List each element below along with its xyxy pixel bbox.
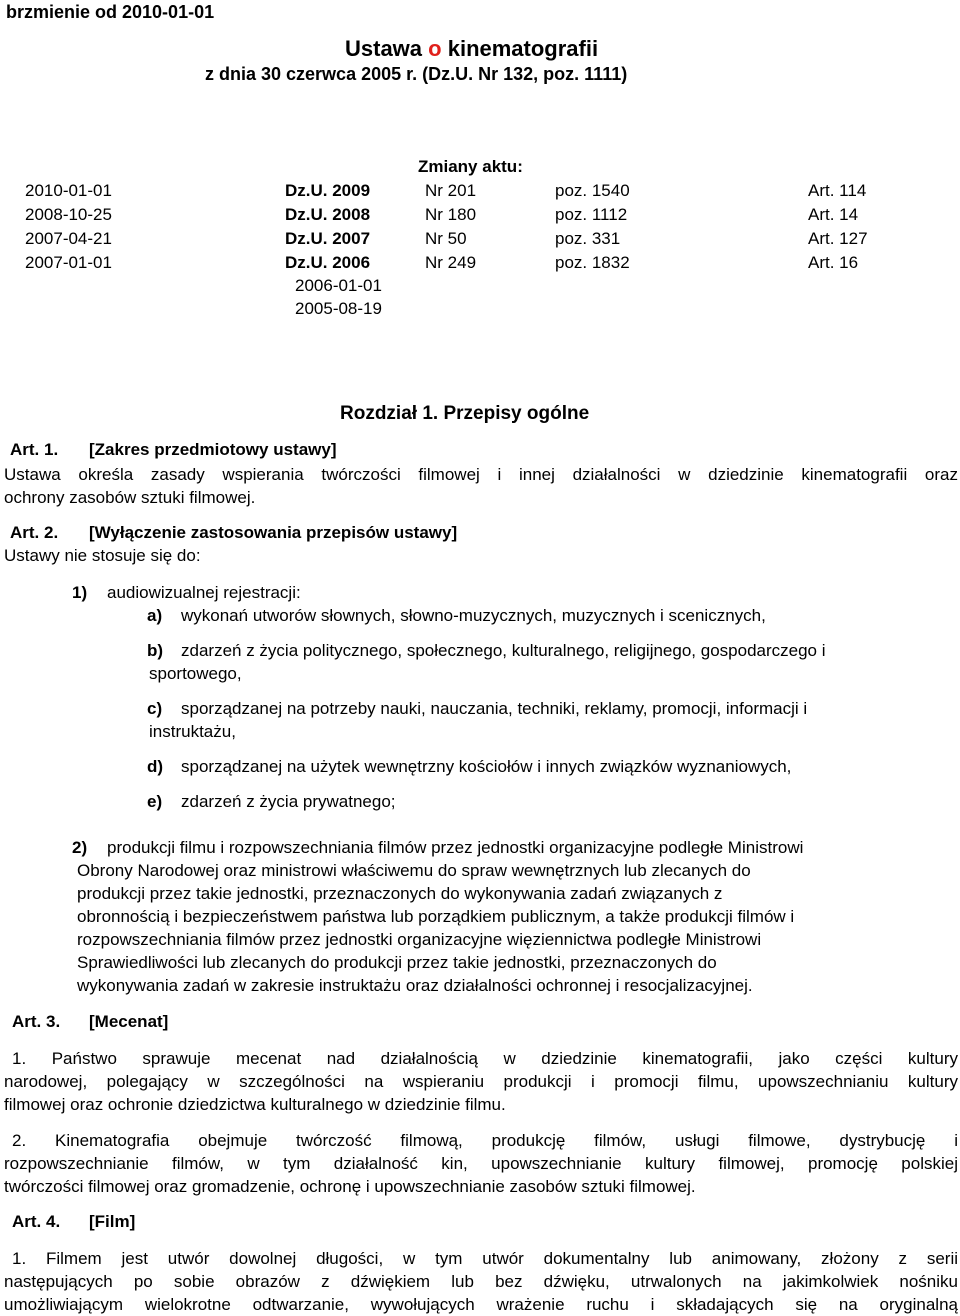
amendment-dzu: Dz.U. 2009 [285, 181, 371, 200]
amendment-poz: poz. 1112 [555, 205, 628, 224]
article-text-line: rozpowszechnianie filmów, w tym działalność kin, upowszechnianie kultury filmowej, promocję polskiej [4, 1154, 958, 1173]
article-text-line: twórczości filmowej oraz gromadzenie, ochronę i upowszechnianie zasobów sztuki filmowej. [4, 1177, 696, 1196]
article-number: Art. 1. [10, 440, 59, 459]
point-text: Sprawiedliwości lub zlecanych do produkcji przez takie jednostki, przeznaczonych do [77, 953, 717, 972]
point-label: 2) [72, 838, 88, 857]
amendment-dzu: Dz.U. 2008 [285, 205, 371, 224]
article-text-line: ochrony zasobów sztuki filmowej. [4, 488, 256, 507]
article-text-line: filmowej oraz ochronie dziedzictwa kulturalnego w dziedzinie filmu. [4, 1095, 506, 1114]
article-number: Art. 2. [10, 523, 59, 542]
status-line: brzmienie od 2010-01-01 [6, 2, 215, 22]
amendment-poz: poz. 1540 [555, 181, 630, 200]
subpoint-text: sporządzanej na potrzeby nauki, nauczania, techniki, reklamy, promocji, informacji i [181, 699, 808, 718]
point-label: 1) [72, 583, 88, 602]
point-text: wykonywania zadań w zakresie instruktażu oraz działalności ochronnej i resocjalizacyjnej. [77, 976, 753, 995]
article-heading: [Mecenat] [89, 1012, 169, 1031]
article-text-line: Ustawa określa zasady wspierania twórczości filmowej i innej działalności w dziedzinie kinematografii oraz [4, 465, 958, 484]
amendment-nr: Nr 180 [425, 205, 477, 224]
subpoint-text: sporządzanej na użytek wewnętrzny kościołów i innych związków wyznaniowych, [181, 757, 792, 776]
subpoint-text: zdarzeń z życia politycznego, społecznego, kulturalnego, religijnego, gospodarczego i [181, 641, 826, 660]
amendment-art: Art. 16 [808, 253, 859, 272]
document-title [345, 36, 598, 62]
point-text: rozpowszechniania filmów przez jednostki organizacyjne więziennictwa podległe Ministrowi [77, 930, 762, 949]
article-heading: [Wyłączenie zastosowania przepisów ustawy] [89, 523, 458, 542]
point-text: obronnością i bezpieczeństwem państwa lub porządkiem publicznym, a także produkcji filmów i [77, 907, 795, 926]
amendment-date: 2010-01-01 [25, 181, 112, 200]
amendment-date: 2007-01-01 [25, 253, 112, 272]
article-text-line: 2. Kinematografia obejmuje twórczość filmową, produkcję filmów, usługi filmowe, dystrybucję i [12, 1131, 958, 1150]
article-intro: Ustawy nie stosuje się do: [4, 546, 201, 565]
amendment-date: 2008-10-25 [25, 205, 112, 224]
title-highlight: o [428, 36, 442, 61]
subpoint-text: instruktażu, [149, 722, 236, 741]
article-heading: [Film] [89, 1212, 136, 1231]
document-subtitle: z dnia 30 czerwca 2005 r. (Dz.U. Nr 132, poz. 1111) [205, 64, 628, 84]
article-number: Art. 4. [12, 1212, 61, 1231]
amendment-nr: Nr 201 [425, 181, 477, 200]
amendment-poz: poz. 1832 [555, 253, 630, 272]
point-text: produkcji filmu i rozpowszechniania filmów przez jednostki organizacyjne podległe Ministrowi [107, 838, 804, 857]
point-text: Obrony Narodowej oraz ministrowi właściwemu do spraw wewnętrznych lub zlecanych do [77, 861, 751, 880]
amendments-heading: Zmiany aktu: [418, 157, 523, 176]
amendment-art: Art. 14 [808, 205, 859, 224]
subpoint-label: d) [147, 757, 164, 776]
article-number: Art. 3. [12, 1012, 61, 1031]
chapter-heading: Rozdział 1. Przepisy ogólne [340, 403, 590, 424]
amendment-extra-date: 2005-08-19 [295, 299, 382, 318]
point-text: produkcji przez takie jednostki, przeznaczonych do wykonywania zadań związanych z [77, 884, 723, 903]
subpoint-text: sportowego, [149, 664, 242, 683]
amendment-nr: Nr 249 [425, 253, 477, 272]
amendment-nr: Nr 50 [425, 229, 467, 248]
subpoint-label: a) [147, 606, 163, 625]
subpoint-text: wykonań utworów słownych, słowno-muzycznych, muzycznych i scenicznych, [181, 606, 766, 625]
amendment-dzu: Dz.U. 2007 [285, 229, 371, 248]
amendment-poz: poz. 331 [555, 229, 621, 248]
article-text-line: następujących po sobie obrazów z dźwiękiem lub bez dźwięku, utrwalonych na jakimkolwiek nośniku [4, 1272, 958, 1291]
article-text-line: 1. Filmem jest utwór dowolnej długości, w tym utwór dokumentalny lub animowany, złożony z serii [12, 1249, 958, 1268]
article-text-line: narodowej, polegający w szczególności na wspieraniu produkcji i promocji filmu, upowszechnianiu kultury [4, 1072, 958, 1091]
article-text-line: umożliwiającym wielokrotne odtwarzanie, wywołujących wrażenie ruchu i składających się na oryginalną [4, 1295, 958, 1314]
subpoint-label: b) [147, 641, 164, 660]
amendment-art: Art. 114 [808, 181, 867, 200]
subpoint-label: c) [147, 699, 163, 718]
article-heading: [Zakres przedmiotowy ustawy] [89, 440, 337, 459]
subpoint-text: zdarzeń z życia prywatnego; [181, 792, 396, 811]
amendment-date: 2007-04-21 [25, 229, 112, 248]
title-part: kinematografii [441, 36, 599, 61]
title-part: Ustawa [345, 36, 429, 61]
subpoint-label: e) [147, 792, 163, 811]
amendment-extra-date: 2006-01-01 [295, 276, 382, 295]
point-text: audiowizualnej rejestracji: [107, 583, 301, 602]
article-text-line: 1. Państwo sprawuje mecenat nad działalnością w dziedzinie kinematografii, jako części kultury [12, 1049, 958, 1068]
amendment-dzu: Dz.U. 2006 [285, 253, 371, 272]
amendment-art: Art. 127 [808, 229, 868, 248]
